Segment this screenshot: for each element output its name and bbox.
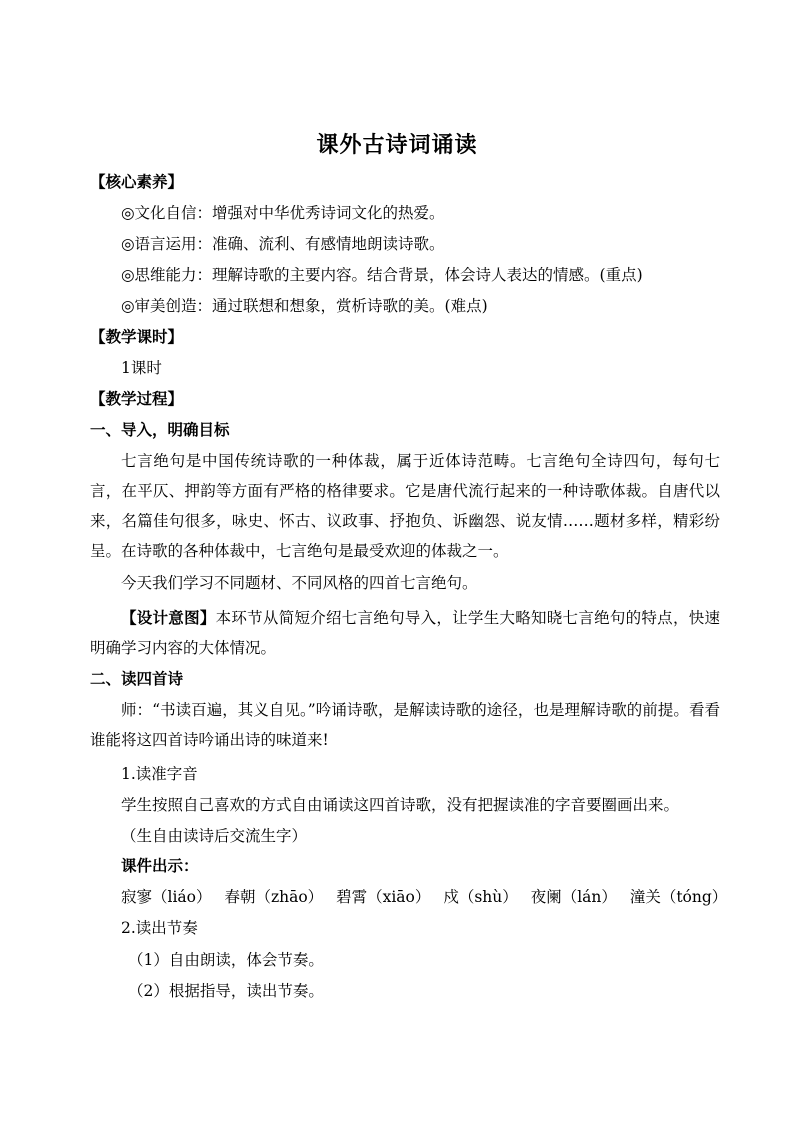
process-heading: 【教学过程】 xyxy=(90,390,184,408)
class-hours-heading: 【教学课时】 xyxy=(90,328,184,346)
pronunciation-item: 戍（shù） xyxy=(443,888,518,906)
design-intent-text: 本环节从简短介绍七言绝句导入，让学生大略知晓七言绝句的特点，快速明确学习内容的大体情况。 xyxy=(90,609,720,657)
design-intent-paragraph xyxy=(90,603,720,663)
step1-text: 学生按照自己喜欢的方式自由诵读这四首诗歌，没有把握读准的字音要圈画出来。 xyxy=(121,796,680,814)
part1-heading: 一、导入，明确目标 xyxy=(90,421,230,439)
pronunciation-item: 春朝（zhāo） xyxy=(224,888,324,906)
pronunciation-list xyxy=(121,886,735,908)
pronunciation-item: 潼关（tóng） xyxy=(629,888,728,906)
class-hours-value: 1课时 xyxy=(121,359,162,377)
core-literacy-item: ◎思维能力：理解诗歌的主要内容。结合背景，体会诗人表达的情感。(重点) xyxy=(121,266,643,284)
page-title: 课外古诗词诵读 xyxy=(316,133,478,158)
step1-heading: 1.读准字音 xyxy=(121,765,198,783)
core-literacy-item: ◎审美创造：通过联想和想象，赏析诗歌的美。(难点) xyxy=(121,297,488,315)
courseware-label: 课件出示： xyxy=(121,857,199,875)
step2-item: （1）自由朗读，体会节奏。 xyxy=(128,951,324,969)
core-literacy-item: ◎文化自信：增强对中华优秀诗词文化的热爱。 xyxy=(121,204,445,222)
part2-paragraph: 师：“书读百遍，其义自见。”吟诵诗歌，是解读诗歌的途径，也是理解诗歌的前提。看看谁能将这四首诗吟诵出诗的味道来! xyxy=(90,701,720,749)
step1-note: （生自由读诗后交流生字） xyxy=(121,827,308,845)
part1-paragraph: 七言绝句是中国传统诗歌的一种体裁，属于近体诗范畴。七言绝句全诗四句，每句七言，在平仄、押韵等方面有严格的格律要求。它是唐代流行起来的一种诗歌体裁。自唐代以来，名篇佳句很多，咏史、怀古、议政事、抒抱负、诉幽怨、说友情……题材多样，精彩纷呈。在诗歌的各种体裁中，七言绝句是最受欢迎的体裁之一。 xyxy=(90,452,720,560)
pronunciation-item: 碧霄（xiāo） xyxy=(336,888,431,906)
core-literacy-heading: 【核心素养】 xyxy=(90,173,184,191)
core-literacy-item: ◎语言运用：准确、流利、有感情地朗读诗歌。 xyxy=(121,235,445,253)
step2-heading: 2.读出节奏 xyxy=(121,919,198,937)
pronunciation-item: 寂寥（liáo） xyxy=(121,888,212,906)
step2-item: （2）根据指导，读出节奏。 xyxy=(128,982,324,1000)
part1-paragraph-2: 今天我们学习不同题材、不同风格的四首七言绝句。 xyxy=(121,574,478,592)
design-intent-label: 【设计意图】 xyxy=(121,609,216,627)
pronunciation-item: 夜阑（lán） xyxy=(530,888,617,906)
part2-heading: 二、读四首诗 xyxy=(90,670,184,688)
